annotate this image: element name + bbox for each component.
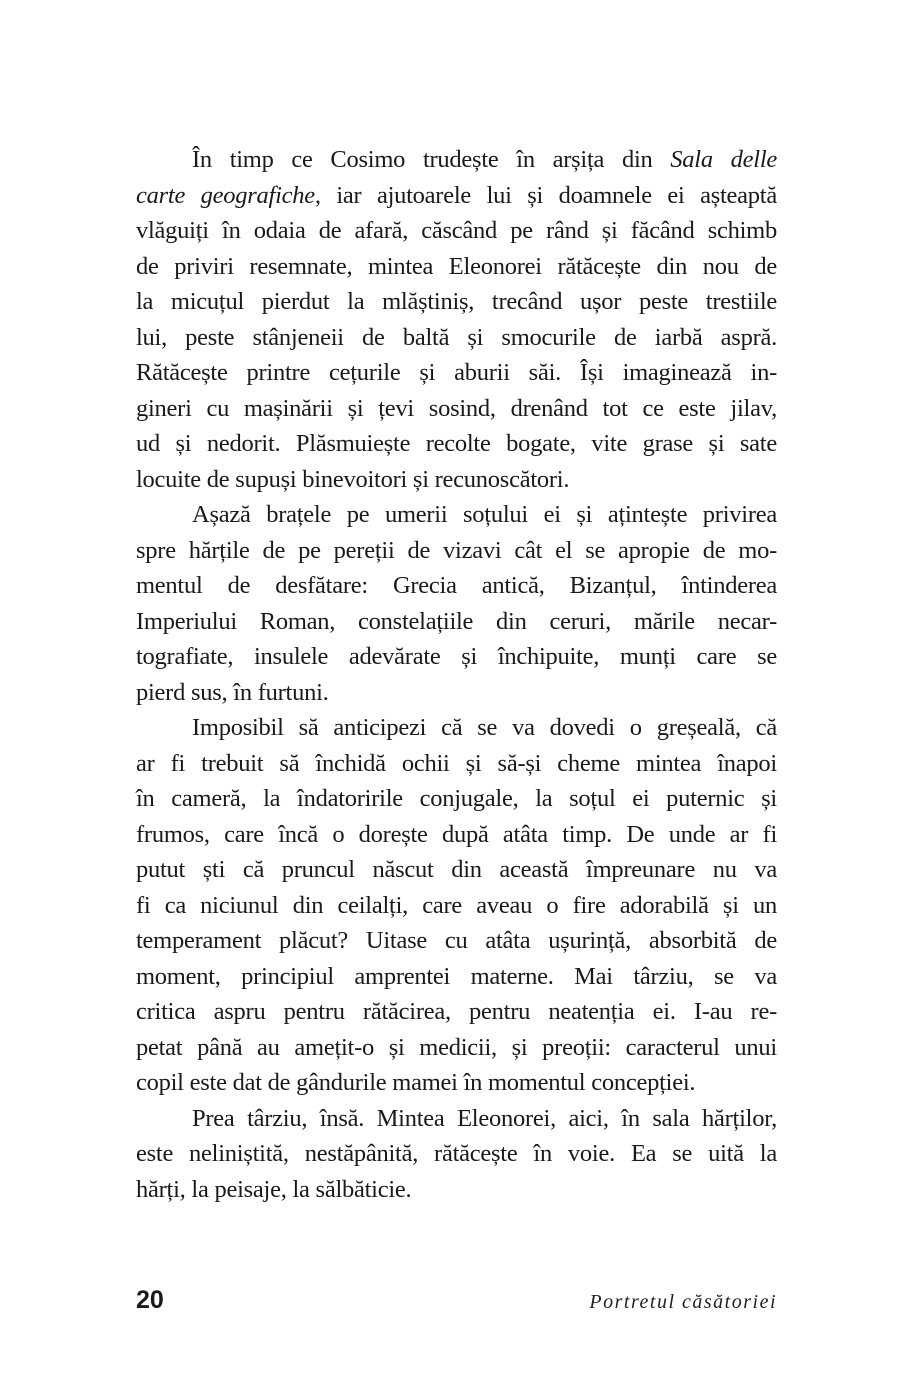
text-segment: vlăguiți în odaia de afară, căscând pe rând și făcând schimb xyxy=(136,217,777,244)
text-segment: este neliniștită, nestăpânită, rătăcește în voie. Ea se uită la xyxy=(136,1140,777,1167)
text-line xyxy=(136,639,777,675)
text-line xyxy=(136,675,777,711)
text-segment: petat până au amețit-o și medicii, și preoții: caracterul unui xyxy=(136,1033,777,1061)
text-line xyxy=(136,994,777,1030)
text-segment: ud și nedorit. Plăsmuiește recolte bogate, vite grase și sate xyxy=(136,430,777,457)
text-segment: frumos, care încă o dorește după atâta timp. De unde ar fi xyxy=(136,820,777,848)
text-segment: locuite de supuși binevoitori și recunoscători. xyxy=(136,465,570,493)
text-segment: gineri cu mașinării și țevi sosind, drenând tot ce este jilav, xyxy=(136,394,777,422)
text-line xyxy=(136,1172,777,1208)
text-line xyxy=(136,249,777,285)
text-segment: lui, peste stânjeneii de baltă și smocurile de iarbă aspră. xyxy=(136,323,777,351)
text-line xyxy=(136,426,777,462)
text-segment: Imposibil să anticipezi că se va dovedi o greșeală, că xyxy=(192,714,777,741)
text-segment: în cameră, la îndatoririle conjugale, la soțul ei puternic și xyxy=(136,785,777,812)
text-segment: critica aspru pentru rătăcirea, pentru neatenția ei. I-au re- xyxy=(136,998,777,1025)
text-segment: putut ști că pruncul născut din această împreunare nu va xyxy=(136,856,777,883)
text-segment: la micuțul pierdut la mlăștiniș, trecând ușor peste trestiile xyxy=(136,288,777,315)
text-segment: hărți, la peisaje, la sălbăticie. xyxy=(136,1175,412,1203)
text-line xyxy=(136,1030,777,1066)
text-segment: spre hărțile de pe pereții de vizavi cât el se apropie de mo- xyxy=(136,536,777,564)
text-line xyxy=(136,355,777,391)
page-footer xyxy=(136,1286,777,1315)
paragraph xyxy=(136,497,777,710)
text-line xyxy=(136,817,777,853)
text-segment: Imperiului Roman, constelațiile din ceruri, mările necar- xyxy=(136,607,777,635)
text-segment: moment, principiul amprentei materne. Mai târziu, se va xyxy=(136,962,777,990)
paragraph xyxy=(136,142,777,497)
italic-text-segment: carte geografiche xyxy=(136,181,315,209)
paragraph xyxy=(136,710,777,1101)
text-segment: ar fi trebuit să închidă ochii și să-și cheme mintea înapoi xyxy=(136,749,777,777)
page-body xyxy=(136,142,777,1207)
text-segment: Așază brațele pe umerii soțului ei și ațintește privirea xyxy=(192,501,777,528)
paragraph xyxy=(136,1101,777,1208)
text-line xyxy=(136,533,777,569)
text-line xyxy=(136,852,777,888)
text-line xyxy=(136,142,777,178)
text-segment: de priviri resemnate, mintea Eleonorei rătăcește din nou de xyxy=(136,252,777,280)
text-segment: , iar ajutoarele lui și doamnele ei așteaptă xyxy=(314,181,777,209)
text-segment: copil este dat de gândurile mamei în momentul concepției. xyxy=(136,1069,696,1096)
text-line xyxy=(136,1101,777,1137)
text-line xyxy=(136,284,777,320)
text-segment: pierd sus, în furtuni. xyxy=(136,678,329,706)
text-line xyxy=(136,497,777,533)
text-line xyxy=(136,959,777,995)
text-segment: mentul de desfătare: Grecia antică, Bizanțul, întinderea xyxy=(136,572,777,599)
text-line xyxy=(136,888,777,924)
text-line xyxy=(136,1065,777,1101)
text-line xyxy=(136,178,777,214)
text-line xyxy=(136,781,777,817)
text-segment: Prea târziu, însă. Mintea Eleonorei, aici, în sala hărților, xyxy=(192,1104,777,1132)
text-line xyxy=(136,568,777,604)
text-segment: temperament plăcut? Uitase cu atâta ușurință, absorbită de xyxy=(136,927,777,954)
text-segment: În timp ce Cosimo trudește în arșița din xyxy=(192,146,671,173)
text-line xyxy=(136,462,777,498)
text-line xyxy=(136,320,777,356)
text-segment: fi ca niciunul din ceilalți, care aveau o fire adorabilă și un xyxy=(136,891,777,919)
italic-text-segment: Sala delle xyxy=(670,146,777,173)
text-line xyxy=(136,746,777,782)
text-line xyxy=(136,391,777,427)
page-number: 20 xyxy=(136,1286,164,1314)
text-segment: Rătăcește printre cețurile și aburii săi. Își imaginează in- xyxy=(136,359,777,386)
text-line xyxy=(136,923,777,959)
running-title: Portretul căsătoriei xyxy=(589,1291,777,1313)
text-line xyxy=(136,213,777,249)
text-line xyxy=(136,710,777,746)
text-line xyxy=(136,1136,777,1172)
text-line xyxy=(136,604,777,640)
text-segment: tografiate, insulele adevărate și închipuite, munți care se xyxy=(136,643,777,670)
